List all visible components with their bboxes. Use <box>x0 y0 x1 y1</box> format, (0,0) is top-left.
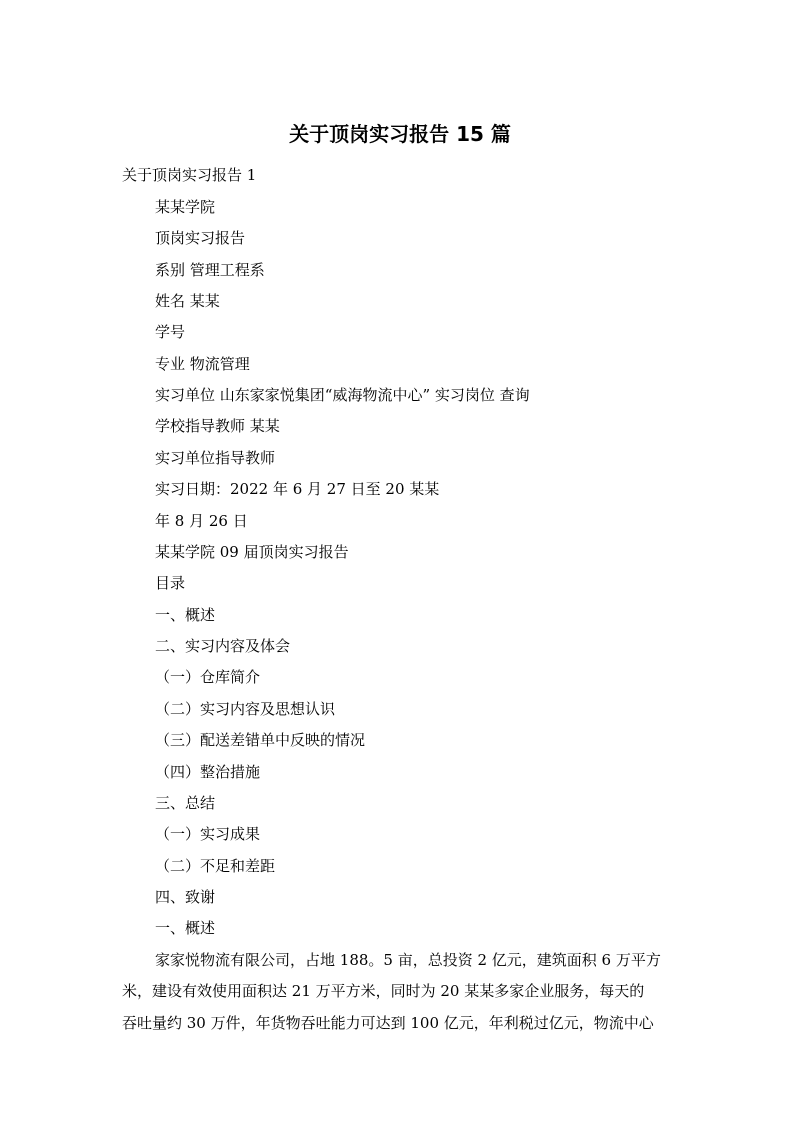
text-line: 姓名 某某 <box>155 292 220 310</box>
text-line: 实习单位指导教师 <box>155 449 276 467</box>
paragraph-line: 米，建设有效使用面积达 21 万平方米，同时为 20 某某多家企业服务，每天的 <box>122 982 645 1001</box>
body-paragraph <box>122 945 682 1039</box>
paragraph-line: 家家悦物流有限公司，占地 188。5 亩，总投资 2 亿元，建筑面积 6 万平方 <box>155 951 661 969</box>
text-line: 年 8 月 26 日 <box>155 512 248 530</box>
toc-subitem: （三）配送差错单中反映的情况 <box>155 731 366 749</box>
document-title: 关于顶岗实习报告 15 篇 <box>289 122 511 146</box>
toc-heading: 目录 <box>155 574 186 592</box>
paragraph-line: 吞吐量约 30 万件，年货物吞吐能力可达到 100 亿元，年利税过亿元，物流中心 <box>122 1013 654 1032</box>
text-line: 专业 物流管理 <box>155 355 250 373</box>
text-line: 学号 <box>155 323 186 341</box>
toc-subitem: （四）整治措施 <box>155 763 261 781</box>
text-line: 学校指导教师 某某 <box>155 417 280 435</box>
section-heading: 一、概述 <box>155 919 216 937</box>
text-line: 顶岗实习报告 <box>155 229 246 247</box>
toc-item: 三、总结 <box>155 794 216 812</box>
text-line: 实习单位 山东家家悦集团“威海物流中心” 实习岗位 查询 <box>155 386 530 404</box>
text-line: 实习日期：2022 年 6 月 27 日至 20 某某 <box>155 480 440 498</box>
toc-item: 四、致谢 <box>155 888 216 906</box>
toc-subitem: （二）实习内容及思想认识 <box>155 700 336 718</box>
toc-subitem: （一）仓库简介 <box>155 668 261 686</box>
text-line: 系别 管理工程系 <box>155 261 265 279</box>
toc-subitem: （一）实习成果 <box>155 825 261 843</box>
toc-subitem: （二）不足和差距 <box>155 857 276 875</box>
report-heading: 关于顶岗实习报告 1 <box>122 166 257 184</box>
text-line: 某某学院 <box>155 198 216 216</box>
toc-item: 二、实习内容及体会 <box>155 637 291 655</box>
text-line: 某某学院 09 届顶岗实习报告 <box>155 543 349 561</box>
toc-item: 一、概述 <box>155 606 216 624</box>
